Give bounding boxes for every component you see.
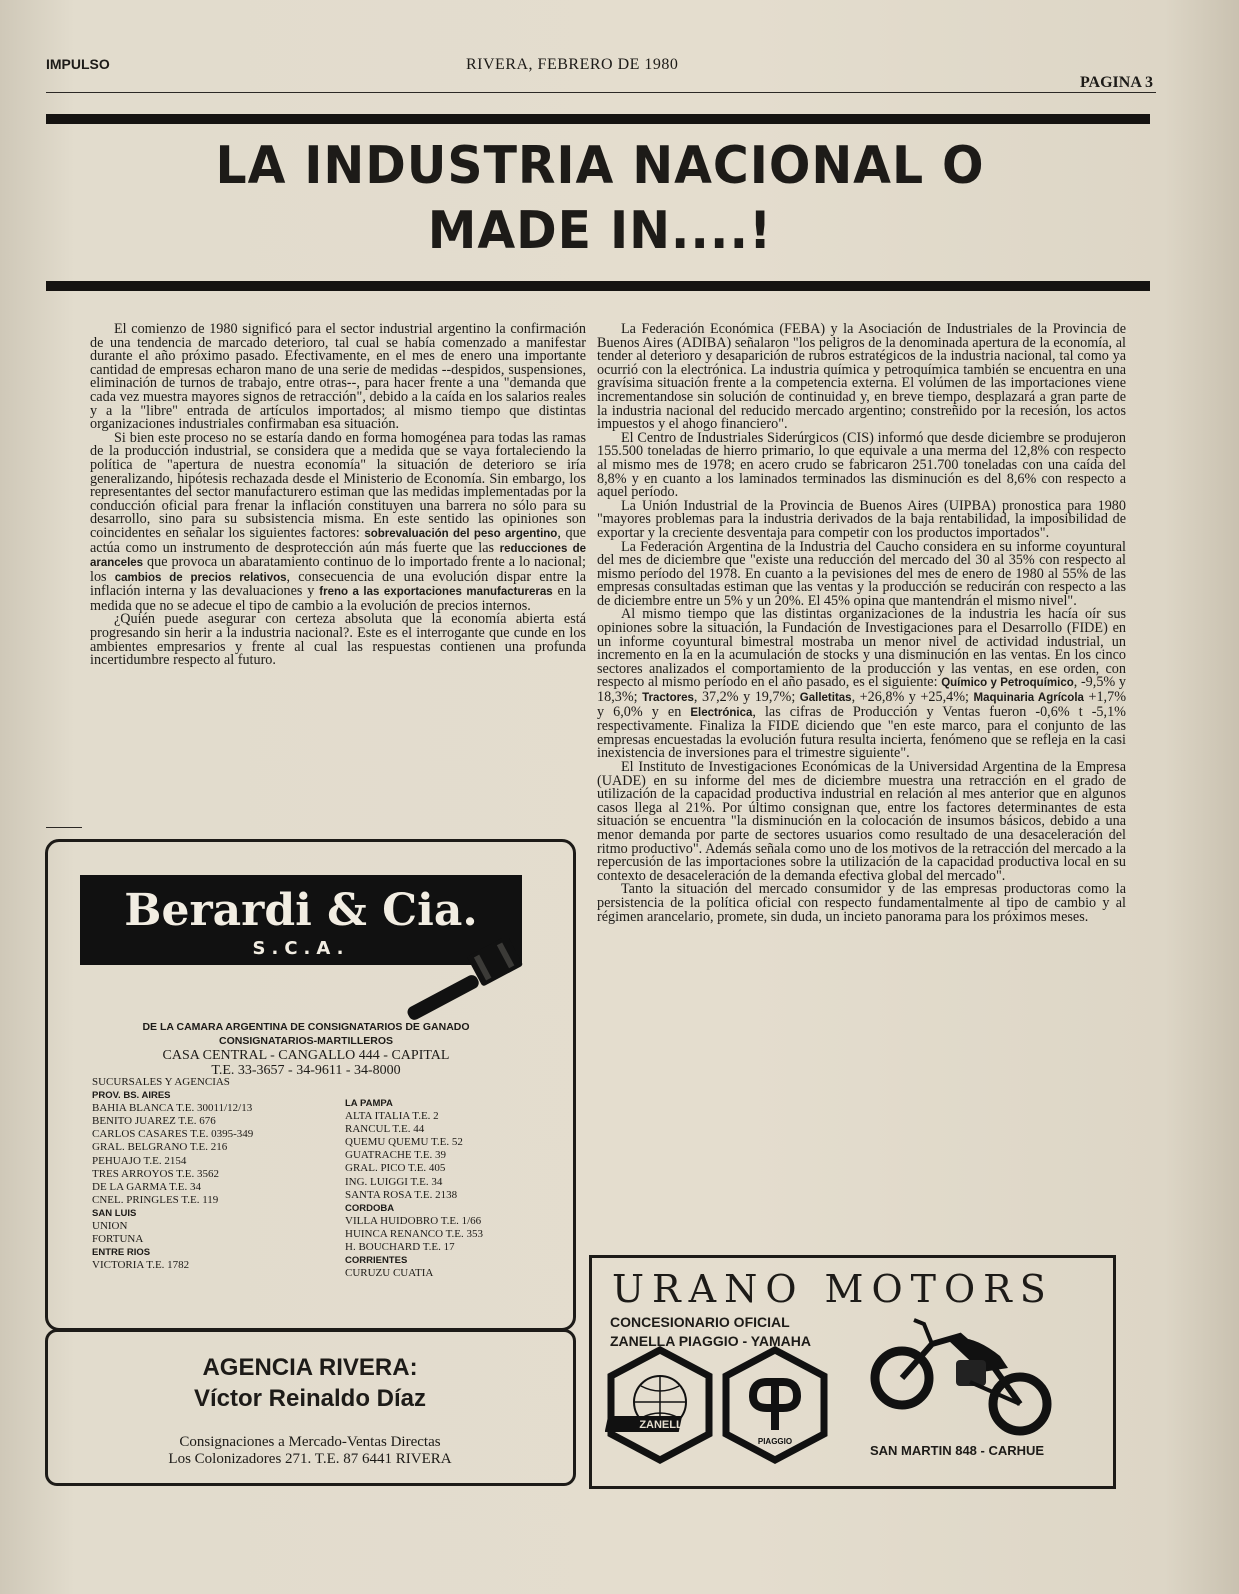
sucursales-left [92,1076,322,1272]
page-number: PAGINA 3 [1079,74,1153,91]
paragraph: El Instituto de Investigaciones Económicas de la Universidad Argentina de la Empresa (UADE) en su informe del mes de diciembre muestra una retracción en el grado de utilización de la capacidad productiva industrial en relación al mes anterior que en algunos casos llega al 21%. Por último consignan que, entre los factores determinantes de esta situación se encuentra "la disminución en la colocación de insumos básicos, debido a una menor demanda por parte de sectores usuarios como resultado de una desaceleración del ritmo productivo". Además señala como uno de los motivos de la retracción del mercado a la repercusión de las importaciones sobre la utilización de la capacidad productiva local en su contexto de desaceleración de la demanda efectiva global del mercado". [597,759,1126,884]
headline [130,134,1070,264]
sucursal-item: GRAL. PICO T.E. 405 [345,1162,446,1175]
sucursal-item: BENITO JUAREZ T.E. 676 [92,1115,216,1128]
article-left-column [90,323,586,668]
sucursales-right [345,1097,565,1280]
sucursal-item: VILLA HUIDOBRO T.E. 1/66 [345,1214,482,1227]
column-end-rule [46,827,82,828]
sucursal-item: GRAL. BELGRANO T.E. 216 [92,1141,228,1154]
sucursal-item: TRES ARROYOS T.E. 3562 [92,1167,220,1180]
sucursal-item: QUEMU QUEMU T.E. 52 [345,1136,463,1149]
paragraph: La Federación Argentina de la Industria del Caucho considera en su informe coyuntural del mes de diciembre que "existe una reducción del mercado del 30 al 35% con respecto al mismo período del 1978. En cuanto a la pevisiones del mes de enero de 1980 al 55% de las empresas consultadas estiman que las ventas y la producción se reducirán con respecto a las de diciembre entre un 5% y un 20%. El 45% opina que mantendrán el mismo nivel". [597,538,1126,609]
berardi-suffix: S.C.A. [252,938,350,959]
header-rule [46,92,1156,93]
sucursal-item: CORRIENTES [345,1255,408,1267]
paragraph: Si bien este proceso no se estaría dando en forma homogénea para todas las ramas de la producción industrial, se considera que a medida que se vaya fortaleciendo la política de "apertura de nuestra economía" la situación de deterioro se iría generalizando, hipótesis rechazada desde el Ministerio de Economía. Sin embargo, los representantes del sector manufacturero estiman que las medidas implementadas por la conducción oficial para frenar la inflación constituyen una barrera no sólo para su desarrollo, sino para su subsistencia misma. En este sentido las opiniones son coincidentes en señalar los siguientes factores: sobrevaluación del peso argentino, que actúa como un instrumento de desprotección aún más fuerte que las reducciones de aranceles que provoca un abaratamiento continuo de lo importado frente a lo nacional; los cambios de precios relativos, consecuencia de una evolución dispar entre la inflación interna y las devaluaciones y freno a las exportaciones manufactureras en la medida que no se adecue el tipo de cambio a la evolución de precios internos. [90,429,587,614]
sucursal-item: H. BOUCHARD T.E. 17 [345,1241,455,1254]
sucursales-title: SUCURSALES Y AGENCIAS [92,1076,230,1088]
sucursal-item: SANTA ROSA T.E. 2138 [345,1188,458,1201]
headline-rule-top [46,114,1150,124]
paragraph: La Federación Económica (FEBA) y la Asociación de Industriales de la Provincia de Buenos Aires (ADIBA) señalaron "los peligros de la denominada apertura de la economía, al tender al deterioro y desaparición de rubros estratégicos de la industria nacional, tal como ya ocurrió con la electrónica. La industria química y petroquímica también se encuentra en una gravísima situación frente a la competencia externa. El volúmen de las importaciones viene incrementandose sin solución de continuidad y, en breve tiempo, desplazará a gran parte de la industria nacional del reducido mercado argentino; constreñido por la recesión, los actos impuestos y el ahogo financiero". [597,321,1126,433]
urano-subtitle: CONCESIONARIO OFICIAL ZANELLA PIAGGIO - YAMAHA [610,1314,811,1349]
publication-name: IMPULSO [46,56,110,72]
paragraph: El comienzo de 1980 significó para el sector industrial argentino la confirmación de una tendencia de marcado deterioro, tal cual se había comenzado a manifestar durante el año próximo pasado. Efectivamente, en el mes de enero una importante cantidad de empresas echaron mano de una serie de medidas --despidos, suspensiones, eliminación de turnos de trabajo, entre otras--, para hacer frente a una "demanda que cada vez muestra mayores signos de retracción", debido a la caída en los salarios reales y a la "libre" entrada de artículos importados; al mismo tiempo que distintas organizaciones industriales confirmaban esa situación. [90,321,586,433]
gavel-icon [404,938,529,1023]
sucursal-item: CURUZU CUATIA [345,1267,434,1280]
sucursal-item: VICTORIA T.E. 1782 [92,1259,190,1272]
sucursal-item: FORTUNA [92,1233,144,1246]
paragraph: Tanto la situación del mercado consumidor y de las empresas productoras como la persistencia de la política oficial con respecto fundamentalmente al tipo de cambio y al régimen arancelario, promete, sin duda, un incieto panorama para los próximos meses. [597,881,1126,925]
urano-address: SAN MARTIN 848 - CARHUE [870,1443,1045,1458]
paragraph: El Centro de Industriales Siderúrgicos (CIS) informó que desde diciembre se produjeron 155.500 toneladas de hierro primario, lo que equivale a una merma del 12,8% con respecto al mismo mes de 1978; en acero crudo se fabricaron 251.700 toneladas con una caída del 8,8% y en cuanto a los laminados terminados las disminución es del 8,6% con respecto a aquel período. [597,429,1126,501]
sucursal-item: RANCUL T.E. 44 [345,1123,425,1136]
piaggio-logo-text: PIAGGIO [757,1437,793,1446]
sucursal-item: CARLOS CASARES T.E. 0395-349 [92,1128,254,1141]
berardi-camara: DE LA CAMARA ARGENTINA DE CONSIGNATARIOS DE GANADO CONSIGNATARIOS-MARTILLEROS [142,1021,470,1047]
berardi-name: Berardi & Cia. [124,885,478,936]
zanella-logo-text: ZANELLA [639,1419,691,1431]
brand-logos [605,1346,835,1466]
motorcycle-icon [870,1312,1060,1440]
piaggio-logo [726,1350,824,1460]
paragraph: La Unión Industrial de la Provincia de Buenos Aires (UIPBA) pronostica para 1980 "mayores problemas para la industria derivados de la baja rentabilidad, la imposibilidad de exportar y la creciente desventaja para competir con los productos importados". [597,497,1126,541]
sucursal-item: CORDOBA [345,1202,395,1214]
paragraph: Al mismo tiempo que las distintas organizaciones de la industria les hacía oír sus opiniones sobre la situación, la Fundación de Investigaciones para el Desarrollo (FIDE) en un informe coyuntural bimestral mostraba un menor nivel de actividad industrial, un incremento en la en la acumulación de stocks y una disminución en las ventas. En los cinco sectores analizados el comportamiento de la producción y las ventas, en ese orden, con respecto al mismo período en el año pasado, es el siguiente: Químico y Petroquímico, -9,5% y 18,3%; Tractores, 37,2% y 19,7%; Galletitas, +26,8% y +25,4%; Maquinaria Agrícola +1,7% y 6,0% y en Electrónica, las cifras de Producción y Ventas fueron -0,6% t -5,1% respectivamente. Finaliza la FIDE diciendo que "en este marco, para el conjunto de las empresas encuestadas la evolución futura resulta incierta, fenómeno que se refleja en la casi inexistencia de inversiones para el trimestre siguiente". [597,606,1127,762]
sucursal-item: UNION [92,1220,128,1233]
agencia-title-block [50,1352,570,1414]
berardi-casa-central: CASA CENTRAL - CANGALLO 444 - CAPITAL T.E. 33-3657 - 34-9611 - 34-8000 [162,1048,450,1078]
agencia-details: Consignaciones a Mercado-Ventas Directas Los Colonizadores 271. T.E. 87 6441 RIVERA [168,1434,452,1467]
sucursal-item: CNEL. PRINGLES T.E. 119 [92,1193,219,1206]
sucursal-item: BAHIA BLANCA T.E. 30011/12/13 [92,1102,253,1115]
zanella-logo [605,1350,709,1460]
sucursal-item: ENTRE RIOS [92,1247,151,1259]
agencia-title: AGENCIA RIVERA: [202,1354,418,1381]
dateline: RIVERA, FEBRERO DE 1980 [466,56,679,73]
sucursal-item: ING. LUIGGI T.E. 34 [345,1175,443,1188]
article-right-column [597,323,1126,924]
sucursal-item: DE LA GARMA T.E. 34 [92,1180,201,1193]
sucursal-item: LA PAMPA [345,1098,393,1109]
headline-line-1: LA INDUSTRIA NACIONAL O [215,136,985,196]
agencia-name: Víctor Reinaldo Díaz [193,1385,427,1412]
sucursal-item: SAN LUIS [92,1207,137,1219]
sucursal-item: PEHUAJO T.E. 2154 [92,1154,187,1167]
urano-title: URANO MOTORS [612,1267,1054,1311]
sucursal-item: ALTA ITALIA T.E. 2 [345,1110,439,1123]
sucursal-item: GUATRACHE T.E. 39 [345,1149,447,1162]
sucursal-item: HUINCA RENANCO T.E. 353 [345,1227,484,1240]
sucursal-item: PROV. BS. AIRES [92,1090,171,1102]
headline-line-2: MADE IN....! [427,201,773,261]
headline-rule-bottom [46,281,1150,291]
paragraph: ¿Quién puede asegurar con certeza absoluta que la economía abierta está progresando sin herir a la industria nacional?. Este es el interrogante que cunde en los ambientes empresarios y frente al cual las respuestas contienen una profunda incertidumbre respecto al futuro. [90,611,586,669]
